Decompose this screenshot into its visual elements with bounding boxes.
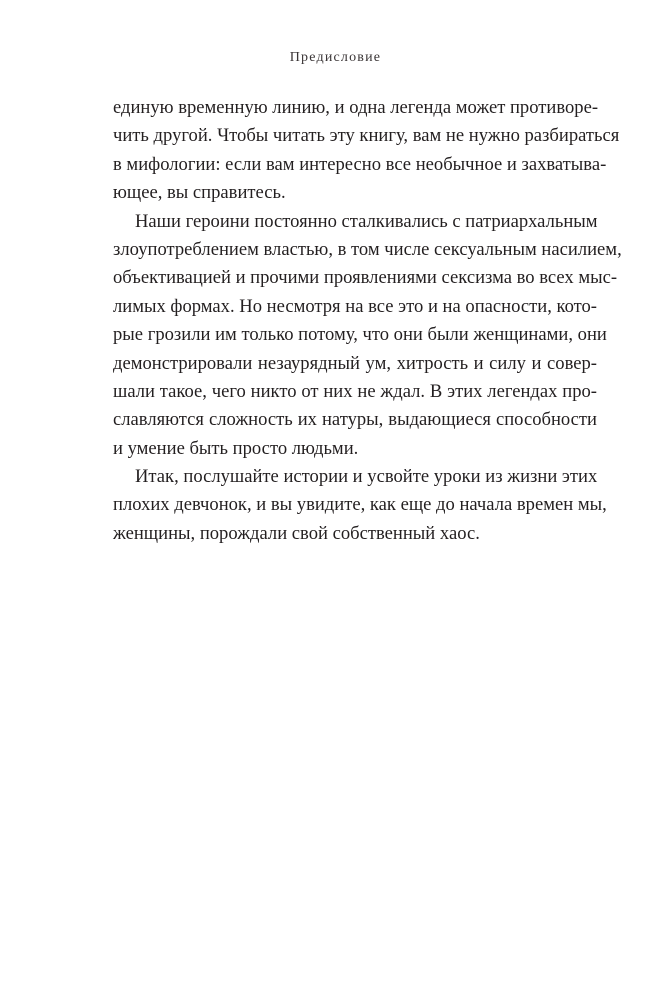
text-line: женщины, порождали свой собственный хаос. <box>113 522 480 544</box>
text-line: объективацией и прочими проявлениями сексизма во всех мыс- <box>113 267 618 289</box>
text-line: плохих девчонок, и вы увидите, как еще до начала времен мы, <box>113 494 607 516</box>
text-line: ющее, вы справитесь. <box>113 182 286 204</box>
running-head: Предисловие <box>289 50 382 65</box>
text-line: рые грозили им только потому, что они были женщинами, они <box>113 324 607 346</box>
text-line: в мифологии: если вам интересно все необычное и захватыва- <box>113 153 607 175</box>
text-line: злоупотреблением властью, в том числе сексуальным насилием, <box>113 238 622 260</box>
text-line: лимых формах. Но несмотря на все это и на опасности, кото- <box>113 295 598 317</box>
body-text <box>113 94 622 548</box>
text-line: славляются сложность их натуры, выдающиеся способности <box>113 409 597 431</box>
text-line: демонстрировали незаурядный ум, хитрость и силу и совер- <box>113 352 597 374</box>
text-line: Наши героини постоянно сталкивались с патриархальным <box>135 210 598 232</box>
text-line: Итак, послушайте истории и усвойте уроки из жизни этих <box>135 466 598 488</box>
text-line: чить другой. Чтобы читать эту книгу, вам не нужно разбираться <box>113 125 620 147</box>
text-line: шали такое, чего никто от них не ждал. В этих легендах про- <box>113 380 597 402</box>
text-line: единую временную линию, и одна легенда может противоре- <box>113 97 599 118</box>
text-line: и умение быть просто людьми. <box>113 437 359 459</box>
